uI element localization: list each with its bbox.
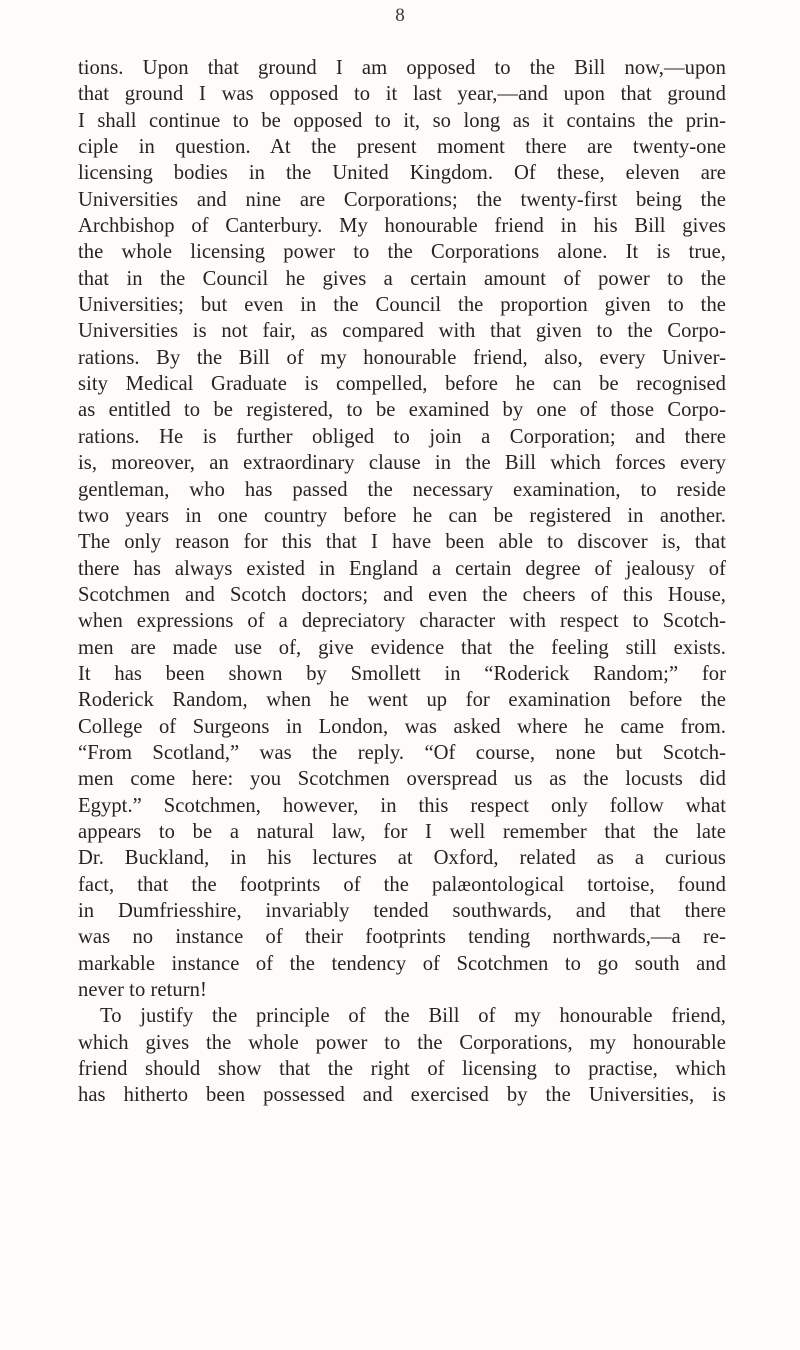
text-line: “From Scotland,” was the reply. “Of course, none but Scotch- <box>78 741 726 764</box>
body-text <box>78 55 726 1109</box>
text-line: has hitherto been possessed and exercised by the Universities, is <box>78 1084 726 1107</box>
text-line: friend should show that the right of licensing to practise, which <box>78 1058 726 1081</box>
text-line: that ground I was opposed to it last year,—and upon that ground <box>78 83 726 106</box>
text-line: Universities; but even in the Council the proportion given to the <box>78 294 726 317</box>
text-line: The only reason for this that I have been able to discover is, that <box>78 531 726 554</box>
text-line: It has been shown by Smollett in “Roderick Random;” for <box>78 662 726 685</box>
text-line: Archbishop of Canterbury. My honourable friend in his Bill gives <box>78 215 726 238</box>
text-line: rations. He is further obliged to join a Corporation; and there <box>78 425 726 448</box>
text-line: as entitled to be registered, to be examined by one of those Corpo- <box>78 399 726 422</box>
text-line: sity Medical Graduate is compelled, before he can be recognised <box>78 373 726 396</box>
text-line: Universities is not fair, as compared with that given to the Corpo- <box>78 320 726 343</box>
text-line: is, moreover, an extraordinary clause in the Bill which forces every <box>78 452 726 475</box>
text-line: Dr. Buckland, in his lectures at Oxford, related as a curious <box>78 847 726 870</box>
text-line: that in the Council he gives a certain amount of power to the <box>78 267 726 290</box>
text-line: Universities and nine are Corporations; the twenty-first being the <box>78 188 726 211</box>
text-line: fact, that the footprints of the palæontological tortoise, found <box>78 873 726 896</box>
text-line: there has always existed in England a certain degree of jealousy of <box>78 557 726 580</box>
text-line: two years in one country before he can be registered in another. <box>78 504 726 527</box>
text-line: appears to be a natural law, for I well remember that the late <box>78 820 726 843</box>
text-line: never to return! <box>78 979 207 1002</box>
text-line: College of Surgeons in London, was asked where he came from. <box>78 715 726 738</box>
text-line: was no instance of their footprints tending northwards,—a re- <box>78 926 726 949</box>
text-line: men come here: you Scotchmen overspread us as the locusts did <box>78 768 726 791</box>
text-line: in Dumfriesshire, invariably tended southwards, and that there <box>78 900 726 922</box>
text-line: Scotchmen and Scotch doctors; and even the cheers of this House, <box>78 583 726 606</box>
text-line: tions. Upon that ground I am opposed to the Bill now,—upon <box>78 57 726 79</box>
text-line: licensing bodies in the United Kingdom. Of these, eleven are <box>78 162 726 185</box>
paragraph-2 <box>78 1003 726 1108</box>
page-number: 8 <box>395 5 405 26</box>
text-line: Egypt.” Scotchmen, however, in this respect only follow what <box>78 794 726 817</box>
text-line: ciple in question. At the present moment there are twenty-one <box>78 136 726 159</box>
text-line: rations. By the Bill of my honourable friend, also, every Univer- <box>78 346 726 369</box>
text-line: which gives the whole power to the Corporations, my honourable <box>78 1031 726 1054</box>
text-line: To justify the principle of the Bill of my honourable friend, <box>100 1005 726 1028</box>
text-line: gentleman, who has passed the necessary examination, to reside <box>78 478 726 501</box>
text-line: I shall continue to be opposed to it, so long as it contains the prin- <box>78 109 726 132</box>
text-line: Roderick Random, when he went up for examination before the <box>78 689 726 712</box>
text-line: the whole licensing power to the Corporations alone. It is true, <box>78 241 726 264</box>
text-line: men are made use of, give evidence that the feeling still exists. <box>78 636 726 659</box>
text-line: when expressions of a depreciatory character with respect to Scotch- <box>78 610 726 633</box>
paragraph-1 <box>78 55 726 1003</box>
text-line: markable instance of the tendency of Scotchmen to go south and <box>78 952 726 975</box>
